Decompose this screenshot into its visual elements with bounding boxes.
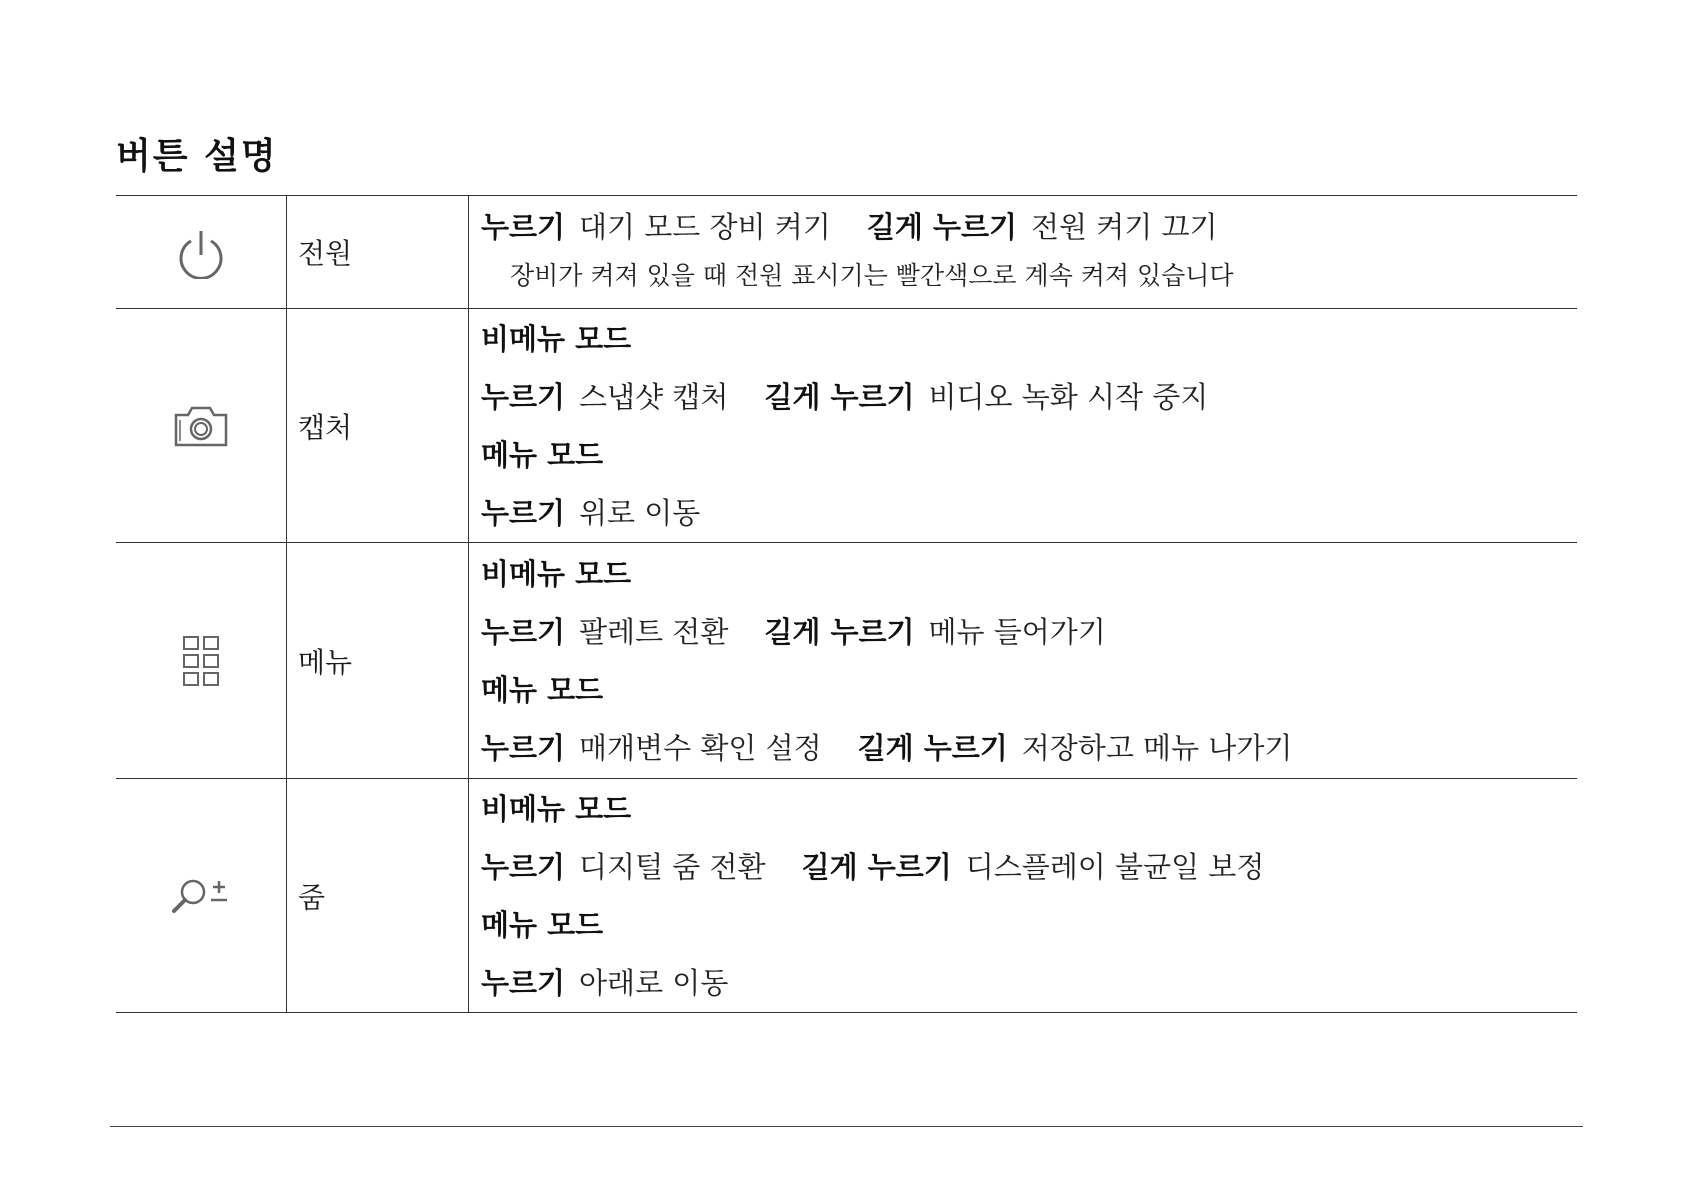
description-line: [481, 603, 1577, 661]
press-action: 디지털 줌 전환: [579, 849, 766, 884]
long-press-label: 길게 누르기: [801, 849, 952, 884]
description-cell: [469, 309, 1578, 543]
mode-label: 메뉴 모드: [481, 437, 604, 472]
description-line: [481, 198, 1577, 256]
button-name: 캡처: [287, 309, 469, 543]
press-label: 누르기: [481, 965, 566, 1000]
press-action: 대기 모드 장비 켜기: [579, 210, 831, 244]
table-row-capture: [116, 309, 1577, 543]
button-name: 줌: [287, 779, 469, 1013]
press-action: 매개변수 확인 설정: [579, 730, 822, 765]
press-action: 스냅샷 캡처: [579, 379, 729, 414]
camera-icon: [116, 403, 286, 449]
long-press-action: 저장하고 메뉴 나가기: [1021, 730, 1293, 765]
long-press-action: 전원 켜기 끄기: [1031, 210, 1218, 244]
mode-label: 메뉴 모드: [481, 672, 604, 707]
menu-grid-icon: [116, 634, 286, 688]
description-line: [481, 719, 1577, 777]
icon-cell: [116, 309, 287, 543]
description-line: [481, 954, 1577, 1012]
mode-label: 비메뉴 모드: [481, 321, 632, 356]
icon-cell: [116, 196, 287, 309]
press-label: 누르기: [481, 730, 566, 765]
icon-cell: [116, 779, 287, 1013]
press-action: 위로 이동: [579, 495, 701, 530]
press-action: 팔레트 전환: [579, 614, 729, 649]
description-cell: [469, 196, 1578, 309]
description-cell: [469, 779, 1578, 1013]
power-note: 장비가 켜져 있을 때 전원 표시기는 빨간색으로 계속 켜져 있습니다: [510, 261, 1234, 290]
press-label: 누르기: [481, 210, 566, 244]
table-row-power: [116, 196, 1577, 309]
long-press-label: 길게 누르기: [866, 210, 1017, 244]
description-line: [481, 484, 1577, 542]
mode-label: 비메뉴 모드: [481, 556, 632, 591]
description-cell: [469, 543, 1578, 779]
long-press-action: 비디오 녹화 시작 중지: [928, 379, 1209, 414]
zoom-icon: [116, 876, 286, 916]
button-name: 전원: [287, 196, 469, 309]
page-title: 버튼 설명: [116, 136, 278, 177]
long-press-label: 길게 누르기: [764, 614, 915, 649]
table-row-zoom: [116, 779, 1577, 1013]
long-press-label: 길게 누르기: [764, 379, 915, 414]
press-label: 누르기: [481, 849, 566, 884]
description-line: [481, 368, 1577, 426]
mode-label: 비메뉴 모드: [481, 791, 632, 826]
press-label: 누르기: [481, 614, 566, 649]
long-press-action: 디스플레이 불균일 보정: [965, 849, 1265, 884]
table-row-menu: [116, 543, 1577, 779]
description-line: [481, 838, 1577, 896]
press-label: 누르기: [481, 495, 566, 530]
mode-label: 메뉴 모드: [481, 907, 604, 942]
press-action: 아래로 이동: [579, 965, 729, 1000]
icon-cell: [116, 543, 287, 779]
press-label: 누르기: [481, 379, 566, 414]
long-press-action: 메뉴 들어가기: [928, 614, 1106, 649]
long-press-label: 길게 누르기: [857, 730, 1008, 765]
button-description-table: [116, 195, 1577, 1013]
footer-divider: [110, 1126, 1583, 1127]
button-name: 메뉴: [287, 543, 469, 779]
power-icon: [116, 225, 286, 279]
